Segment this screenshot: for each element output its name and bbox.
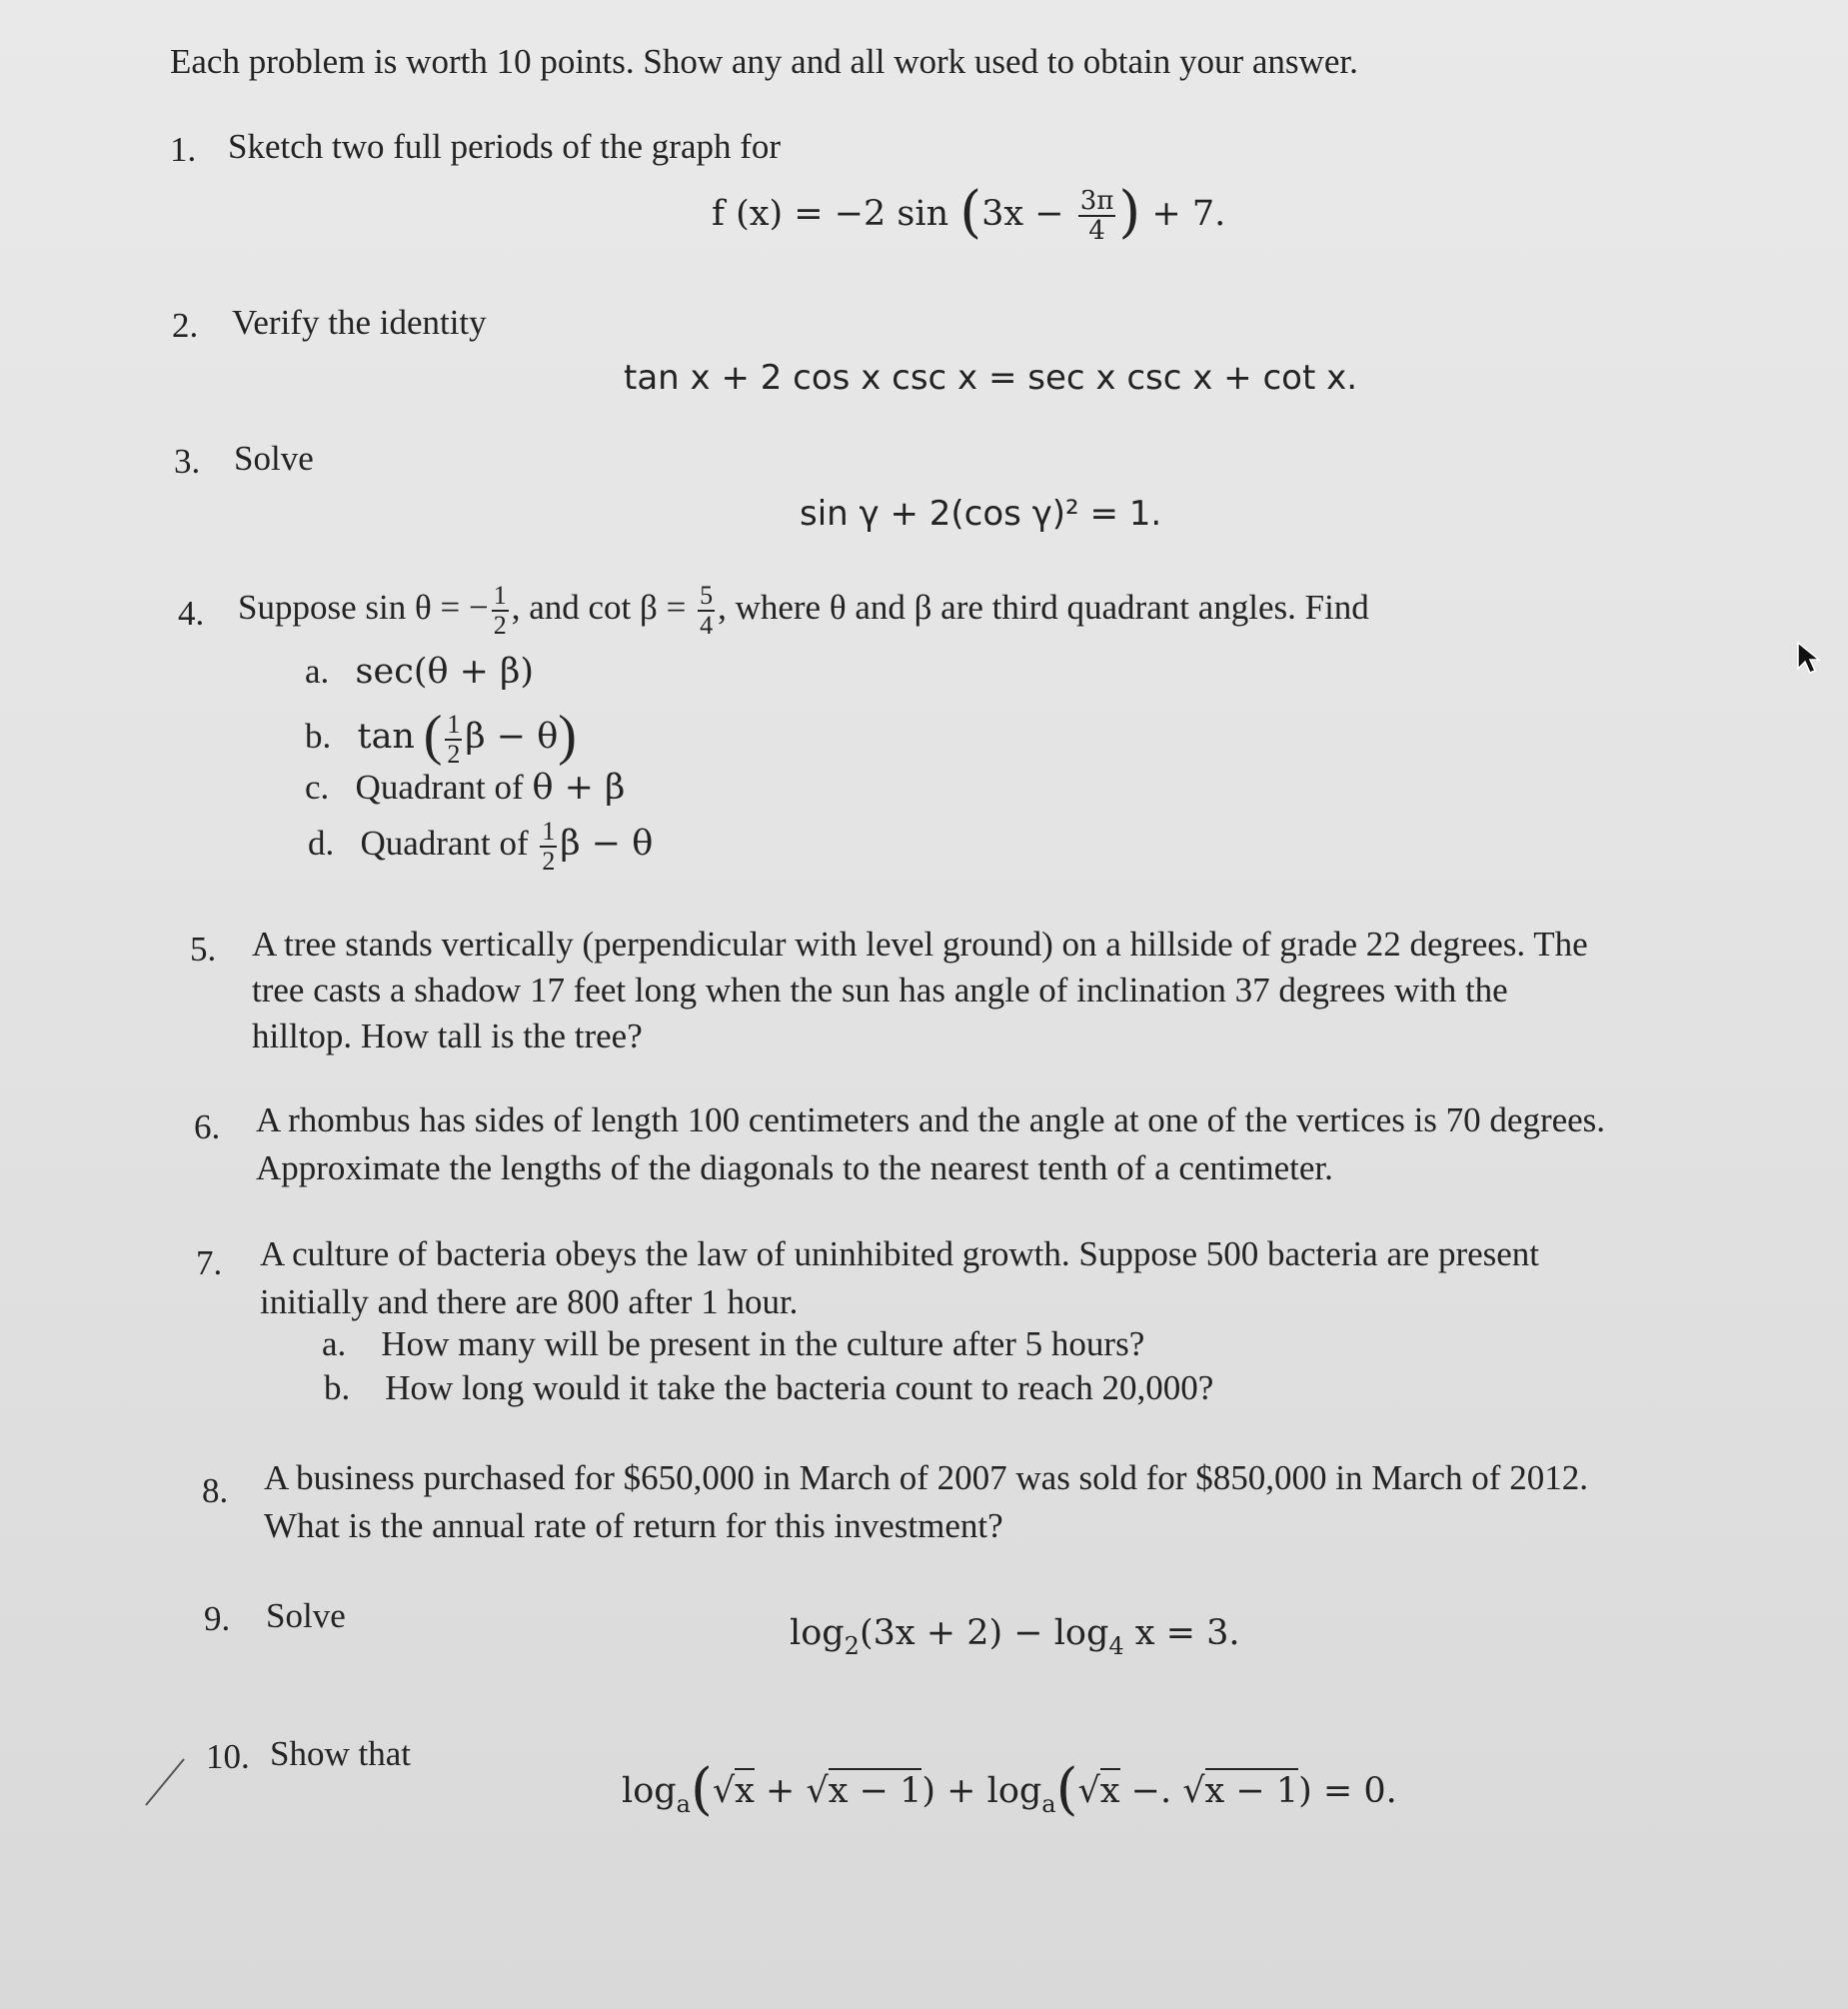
problem-10-text: Show that <box>270 1734 411 1773</box>
problem-7-line-1: A culture of bacteria obeys the law of uninhibited growth. Suppose 500 bacteria are present <box>260 1234 1540 1273</box>
problem-5-line-2: tree casts a shadow 17 feet long when the sun has angle of inclination 37 degrees with the <box>252 971 1508 1009</box>
problem-5-number: 5. <box>190 930 217 969</box>
problem-4a: a. sec(θ + β) <box>305 652 535 692</box>
problem-2-text: Verify the identity <box>232 303 487 342</box>
problem-9-equation: $\log_2(3x + 2) - \log_4 x = 3$. <box>790 1613 1240 1660</box>
problem-3-number: 3. <box>174 442 201 481</box>
problem-7a: a. How many will be present in the culture after 5 hours? <box>322 1324 1145 1363</box>
problem-6-line-2: Approximate the lengths of the diagonals to the nearest tenth of a centimeter. <box>256 1148 1333 1187</box>
problem-3-equation: sin γ + 2(cos γ)² = 1. <box>800 494 1162 534</box>
problem-1-equation: f (x) = −2 sin (3x − $\frac{3\pi}{4}$ ) + 7. <box>712 180 1226 246</box>
problem-5-line-3: hilltop. How tall is the tree? <box>252 1016 643 1055</box>
problem-10-number: 10. <box>206 1737 250 1776</box>
cursor-arrow-icon <box>1796 641 1820 675</box>
problem-2-number: 2. <box>172 306 199 345</box>
pencil-mark <box>140 1755 190 1811</box>
problem-8-number: 8. <box>202 1471 229 1510</box>
problem-5-line-1: A tree stands vertically (perpendicular with level ground) on a hillside of grade 22 degrees. The <box>252 925 1588 964</box>
problem-2-equation: tan x + 2 cos x csc x = sec x csc x + cot x. <box>624 358 1358 398</box>
problem-3-text: Solve <box>234 439 314 478</box>
problem-9-text: Solve <box>266 1596 346 1635</box>
problem-7b: b. How long would it take the bacteria count to reach 20,000? <box>324 1368 1214 1407</box>
problem-4d: d. Quadrant of $\frac{1}{2}$ β − θ <box>308 817 654 876</box>
problem-4b: b. tan ( $\frac{1}{2}$ β − θ) <box>305 705 577 769</box>
problem-7-number: 7. <box>196 1243 223 1282</box>
problem-1-text: Sketch two full periods of the graph for <box>228 127 782 166</box>
problem-6-line-1: A rhombus has sides of length 100 centimeters and the angle at one of the vertices is 70 degrees. <box>256 1100 1606 1139</box>
problem-4c: c. Quadrant of θ + β <box>305 768 626 808</box>
instructions: Each problem is worth 10 points. Show any and all work used to obtain your answer. <box>170 42 1358 81</box>
problem-9-number: 9. <box>204 1599 231 1638</box>
problem-4-statement: Suppose sin θ = − $\frac{1}{2}$ , and cot β = $\frac{5}{4}$ , where θ and β are third quadrant angles. Find <box>238 581 1369 640</box>
problem-4-number: 4. <box>178 594 205 633</box>
problem-6-number: 6. <box>194 1107 221 1146</box>
problem-10-equation: $\log_a(√x + √x - 1) + \log_a(√x$ −. √x − 1) = 0. <box>622 1757 1397 1822</box>
problem-8-line-2: What is the annual rate of return for this investment? <box>264 1506 1003 1545</box>
problem-1-number: 1. <box>170 130 197 169</box>
problem-8-line-1: A business purchased for $650,000 in March of 2007 was sold for $850,000 in March of 2012. <box>264 1458 1588 1497</box>
problem-7-line-2: initially and there are 800 after 1 hour. <box>260 1282 799 1321</box>
